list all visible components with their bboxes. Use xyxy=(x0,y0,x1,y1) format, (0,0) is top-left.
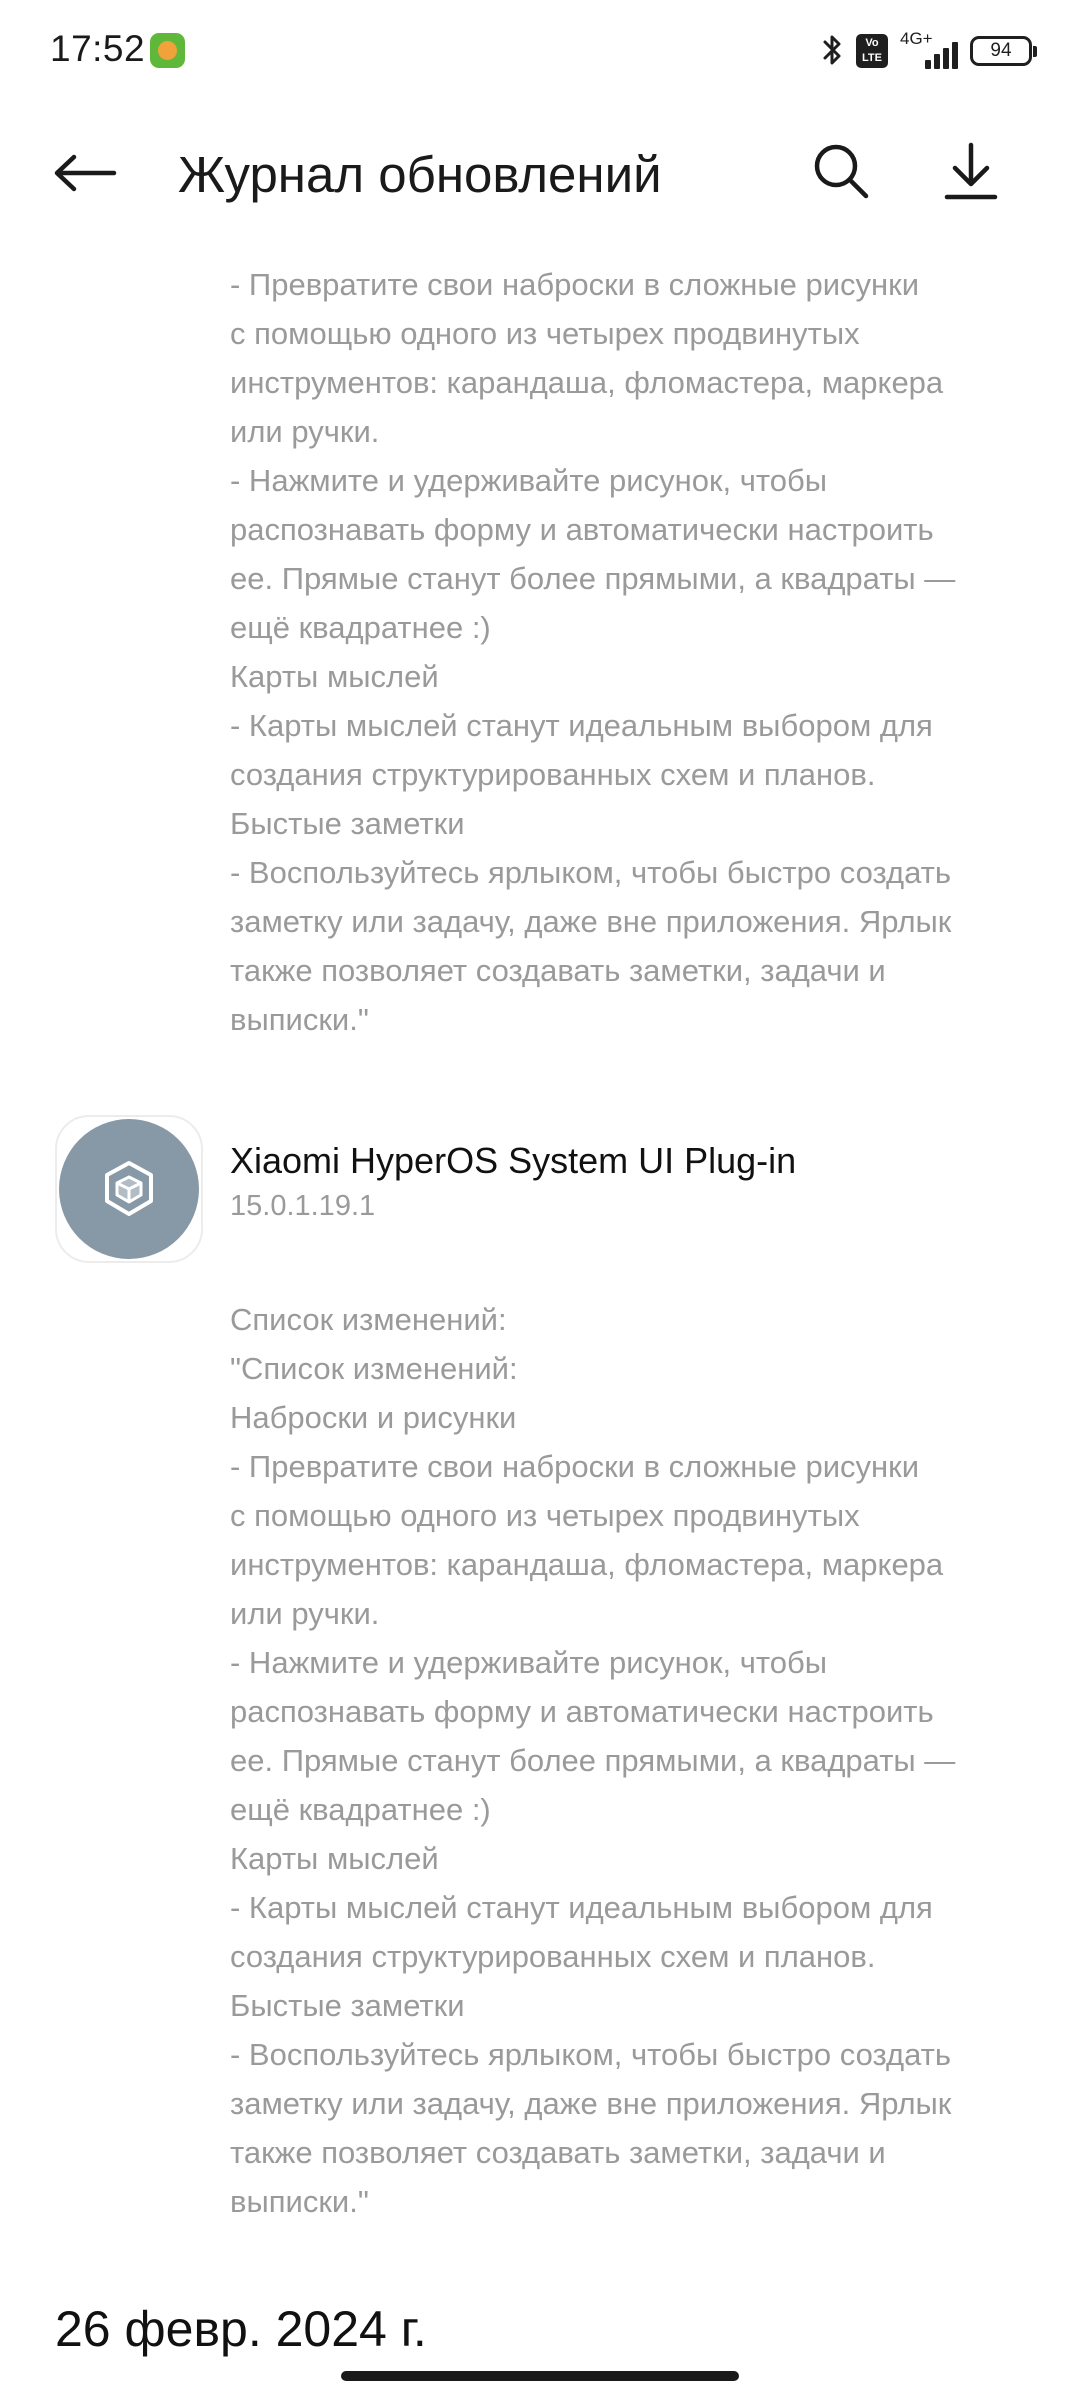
arrow-left-icon xyxy=(52,153,118,193)
release-note-line: заметку или задачу, даже вне приложения. Ярлык xyxy=(230,904,952,939)
release-note-line: ее. Прямые станут более прямыми, а квадраты — xyxy=(230,561,956,596)
release-note-line: с помощью одного из четырех продвинутых xyxy=(230,316,860,351)
app-version: 15.0.1.19.1 xyxy=(230,1190,376,1222)
release-note-line: - Нажмите и удерживайте рисунок, чтобы xyxy=(230,463,828,498)
bluetooth-icon xyxy=(822,32,844,70)
release-note-line: распознавать форму и автоматически настроить xyxy=(230,1694,934,1729)
release-note-line: - Нажмите и удерживайте рисунок, чтобы xyxy=(230,1645,828,1680)
release-note-line: выписки." xyxy=(230,1002,369,1037)
release-note-line: - Превратите свои наброски в сложные рисунки xyxy=(230,267,920,302)
release-note-line: Наброски и рисунки xyxy=(230,1400,517,1435)
release-note-line: Карты мыслей xyxy=(230,1841,439,1876)
status-indicators xyxy=(822,30,1032,72)
app-bar xyxy=(0,100,1080,245)
signal-icon xyxy=(900,31,958,71)
release-note-line: Быстые заметки xyxy=(230,806,465,841)
release-note-line: выписки." xyxy=(230,2184,369,2219)
release-note-line: - Превратите свои наброски в сложные рисунки xyxy=(230,1449,920,1484)
battery-icon xyxy=(970,36,1032,66)
release-note-line: инструментов: карандаша, фломастера, маркера xyxy=(230,365,944,400)
search-button[interactable] xyxy=(805,135,877,207)
back-button[interactable] xyxy=(50,138,120,208)
release-note-line: ее. Прямые станут более прямыми, а квадраты — xyxy=(230,1743,956,1778)
release-note-line: - Воспользуйтесь ярлыком, чтобы быстро создать xyxy=(230,2037,951,2072)
release-note-line: инструментов: карандаша, фломастера, маркера xyxy=(230,1547,944,1582)
download-button[interactable] xyxy=(935,135,1007,207)
release-note-line: также позволяет создавать заметки, задачи и xyxy=(230,2135,886,2170)
release-note-line: - Карты мыслей станут идеальным выбором для xyxy=(230,1890,933,1925)
download-icon xyxy=(943,141,999,201)
release-note-line: или ручки. xyxy=(230,414,380,449)
network-type: 4G+ xyxy=(900,29,933,48)
release-note-line: создания структурированных схем и планов. xyxy=(230,757,876,792)
release-note-line: создания структурированных схем и планов. xyxy=(230,1939,876,1974)
release-note-line: ещё квадратнее :) xyxy=(230,610,491,645)
release-note-line: заметку или задачу, даже вне приложения. Ярлык xyxy=(230,2086,952,2121)
release-note-line: с помощью одного из четырех продвинутых xyxy=(230,1498,860,1533)
app-name: Xiaomi HyperOS System UI Plug-in xyxy=(230,1140,797,1181)
status-bar xyxy=(0,0,1080,100)
search-icon xyxy=(811,141,871,201)
release-note-line: или ручки. xyxy=(230,1596,380,1631)
changelog-list[interactable] xyxy=(0,245,1080,2365)
date-section-header: 26 февр. 2024 г. xyxy=(55,2301,427,2357)
release-note-line: - Воспользуйтесь ярлыком, чтобы быстро создать xyxy=(230,855,951,890)
release-note-line: Карты мыслей xyxy=(230,659,439,694)
release-note-line: - Карты мыслей станут идеальным выбором для xyxy=(230,708,933,743)
home-indicator[interactable] xyxy=(341,2371,739,2381)
release-note-line: "Список изменений: xyxy=(230,1351,518,1386)
release-note-line: Список изменений: xyxy=(230,1302,507,1337)
page-title: Журнал обновлений xyxy=(178,146,662,203)
release-notes xyxy=(230,260,1000,1044)
notification-app-icon xyxy=(150,33,185,68)
release-note-line: Быстые заметки xyxy=(230,1988,465,2023)
release-note-line: распознавать форму и автоматически настроить xyxy=(230,512,934,547)
status-time: 17:52 xyxy=(50,28,146,69)
app-icon xyxy=(55,1115,203,1263)
release-note-line: ещё квадратнее :) xyxy=(230,1792,491,1827)
release-note-line: также позволяет создавать заметки, задачи и xyxy=(230,953,886,988)
volte-icon: Vo LTE xyxy=(856,34,888,68)
battery-level: 94 xyxy=(990,40,1012,61)
release-notes xyxy=(230,1295,1000,2226)
cube-icon xyxy=(97,1157,161,1221)
